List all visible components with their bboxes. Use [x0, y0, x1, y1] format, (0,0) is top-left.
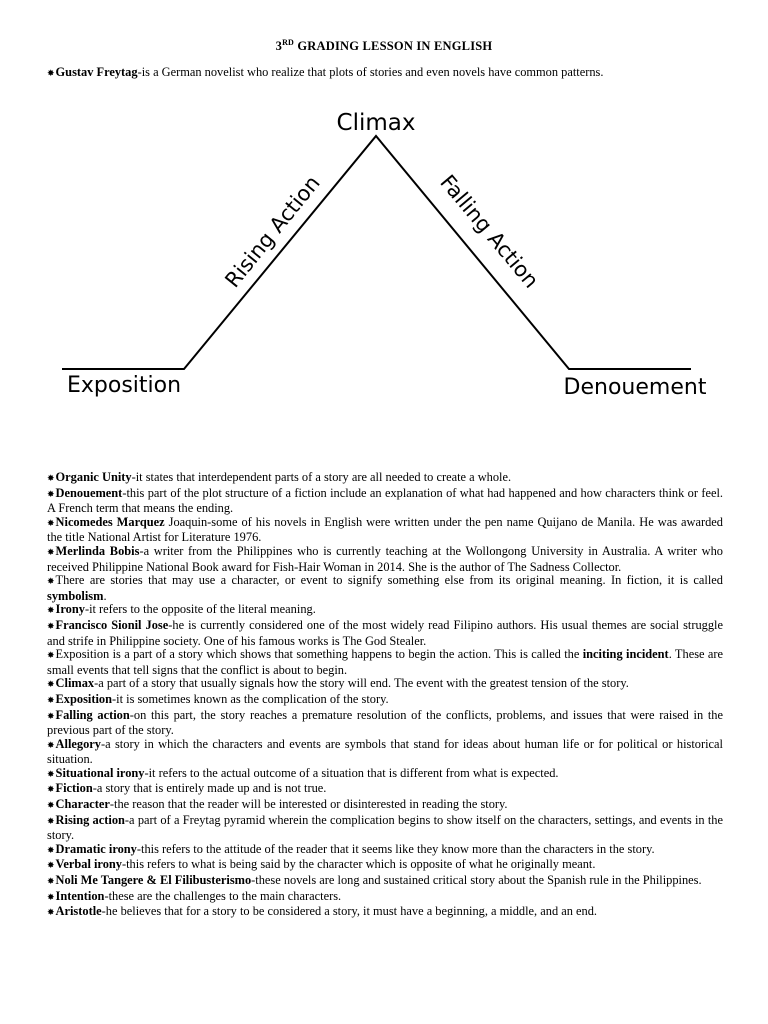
list-item-text: -these novels are long and sustained critical story about the Spanish rule in the Philippines. — [251, 873, 702, 888]
list-item — [47, 677, 723, 693]
list-item — [47, 874, 723, 890]
list-item — [47, 782, 723, 798]
list-item-term: Dramatic irony — [55, 841, 137, 856]
list-item-term: inciting incident — [582, 647, 669, 662]
climax-label: Climax — [336, 110, 416, 136]
star-bullet-icon: ✸ — [47, 816, 55, 827]
list-item — [47, 843, 723, 859]
star-bullet-icon: ✸ — [47, 861, 55, 872]
list-item-term: Irony — [55, 602, 85, 617]
list-item-lead-text: There are stories that may use a character, or event to signify something else from its original meaning. In fiction, it is called — [55, 573, 723, 588]
list-item-lead-text: Exposition is a part of a story which shows that something happens to begin the action. This is called the — [55, 647, 583, 662]
pyramid-plot-line — [62, 136, 691, 369]
list-item-text: -it refers to the opposite of the literal meaning. — [84, 602, 316, 617]
page-title — [0, 38, 768, 54]
list-item — [47, 858, 723, 874]
falling-action-label: Falling Action — [435, 170, 544, 293]
star-bullet-icon: ✸ — [47, 577, 55, 588]
list-item — [47, 603, 723, 619]
star-bullet-icon: ✸ — [47, 801, 55, 812]
list-item — [47, 814, 723, 843]
list-item-term: Climax — [55, 676, 95, 691]
list-item-text: -he believes that for a story to be considered a story, it must have a beginning, a middle, and an end. — [101, 904, 598, 919]
star-bullet-icon: ✸ — [47, 606, 55, 617]
list-item-text: . — [103, 588, 107, 603]
star-bullet-icon: ✸ — [47, 474, 55, 484]
list-item — [47, 890, 723, 906]
exposition-label: Exposition — [66, 373, 182, 398]
star-bullet-icon: ✸ — [47, 518, 55, 529]
list-item-term: Fiction — [55, 781, 93, 796]
star-bullet-icon: ✸ — [47, 785, 55, 796]
intro-term: Gustav Freytag — [55, 65, 138, 79]
title-ordinal-suffix: RD — [282, 38, 295, 47]
star-bullet-icon: ✸ — [47, 892, 55, 903]
list-item-term: Falling action — [55, 707, 130, 722]
freytag-pyramid-diagram — [0, 100, 768, 460]
list-item — [47, 709, 723, 738]
list-item-term: symbolism — [47, 588, 104, 603]
title-text: GRADING LESSON IN ENGLISH — [297, 39, 493, 53]
list-item-text: -on this part, the story reaches a premature resolution of the conflicts, problems, and issues that were raised in the previous part of the story. — [47, 707, 723, 738]
star-bullet-icon: ✸ — [47, 877, 55, 888]
list-item-text: -this part of the plot structure of a fiction include an explanation of what had happened and how characters think or feel. A French term that means the ending. — [47, 485, 723, 516]
list-item-text: -a part of a story that usually signals how the story will end. The event with the greatest tension of the story. — [94, 676, 629, 691]
star-bullet-icon: ✸ — [47, 621, 55, 632]
list-item-term: Francisco Sionil Jose — [55, 617, 169, 632]
list-item-term: Noli Me Tangere & El Filibusterismo — [55, 873, 252, 888]
star-bullet-icon: ✸ — [47, 740, 55, 751]
list-item-text: -it states that interdependent parts of a story are all needed to create a whole. — [131, 470, 512, 484]
list-item-term: Exposition — [55, 691, 113, 706]
star-bullet-icon: ✸ — [47, 489, 55, 500]
star-bullet-icon: ✸ — [47, 908, 55, 919]
list-item-text: Joaquin-some of his novels in English were written under the pen name Quijano de Manila. He was awarded the title National Artist for Literature 1976. — [47, 514, 723, 545]
list-item — [47, 798, 723, 814]
list-item-text: -this refers to the attitude of the reader that it seems like they know more than the characters in the story. — [136, 841, 655, 856]
list-item-term: Situational irony — [55, 765, 145, 780]
list-item-term: Intention — [55, 888, 105, 903]
star-bullet-icon: ✸ — [47, 845, 55, 856]
list-item — [47, 738, 723, 767]
star-bullet-icon: ✸ — [47, 651, 55, 662]
intro-paragraph — [47, 66, 723, 82]
star-bullet-icon: ✸ — [47, 680, 55, 691]
list-item — [47, 471, 723, 487]
list-item-text: -these are the challenges to the main characters. — [104, 888, 342, 903]
list-item-term: Character — [55, 797, 110, 812]
title-ordinal: 3 — [275, 39, 283, 53]
list-item-text: -he is currently considered one of the most widely read Filipino authors. His usual themes are social struggle and strife in Philippine society. One of his famous works is The God Stealer. — [47, 617, 723, 648]
denouement-label: Denouement — [563, 375, 707, 400]
terms-list — [47, 471, 723, 921]
list-item — [47, 648, 723, 677]
list-item-text: -it refers to the actual outcome of a situation that is different from what is expected. — [144, 765, 559, 780]
list-item-text: -a story that is entirely made up and is not true. — [92, 781, 327, 796]
star-bullet-icon: ✸ — [47, 711, 55, 722]
list-item — [47, 516, 723, 545]
list-item — [47, 905, 723, 921]
list-item-term: Denouement — [55, 485, 123, 500]
star-bullet-icon: ✸ — [47, 69, 55, 79]
list-item-text: -a writer from the Philippines who is currently teaching at the Wollongong University in Australia. A writer who received Philippine National Book award for Fish-Hair Woman in 2014. She is the author of The Sadness Collector. — [47, 543, 723, 574]
list-item-term: Aristotle — [55, 904, 102, 919]
list-item-term: Verbal irony — [55, 857, 122, 872]
list-item-text: -it is sometimes known as the complication of the story. — [112, 691, 389, 706]
list-item — [47, 767, 723, 783]
star-bullet-icon: ✸ — [47, 695, 55, 706]
list-item-term: Organic Unity — [55, 470, 132, 484]
list-item-text: -this refers to what is being said by the character which is opposite of what he originally meant. — [121, 857, 596, 872]
list-item — [47, 545, 723, 574]
star-bullet-icon: ✸ — [47, 547, 55, 558]
list-item — [47, 693, 723, 709]
list-item-text: -the reason that the reader will be interested or disinterested in reading the story. — [109, 797, 508, 812]
list-item — [47, 487, 723, 516]
list-item-text: . These are small events that tell signs that the conflict is about to begin. — [47, 647, 724, 677]
star-bullet-icon: ✸ — [47, 769, 55, 780]
list-item-text: -a part of a Freytag pyramid wherein the complication begins to show itself on the characters, settings, and events in the story. — [47, 812, 723, 843]
list-item-term: Merlinda Bobis — [55, 543, 140, 558]
list-item-term: Nicomedes Marquez — [55, 514, 165, 529]
list-item — [47, 574, 723, 603]
intro-text: -is a German novelist who realize that plots of stories and even novels have common patterns. — [137, 65, 604, 79]
rising-action-label: Rising Action — [220, 171, 325, 293]
list-item — [47, 619, 723, 648]
list-item-term: Rising action — [55, 812, 125, 827]
list-item-term: Allegory — [55, 736, 101, 751]
list-item-text: -a story in which the characters and events are symbols that stand for ideas about human life or for political or historical situation. — [47, 736, 723, 767]
